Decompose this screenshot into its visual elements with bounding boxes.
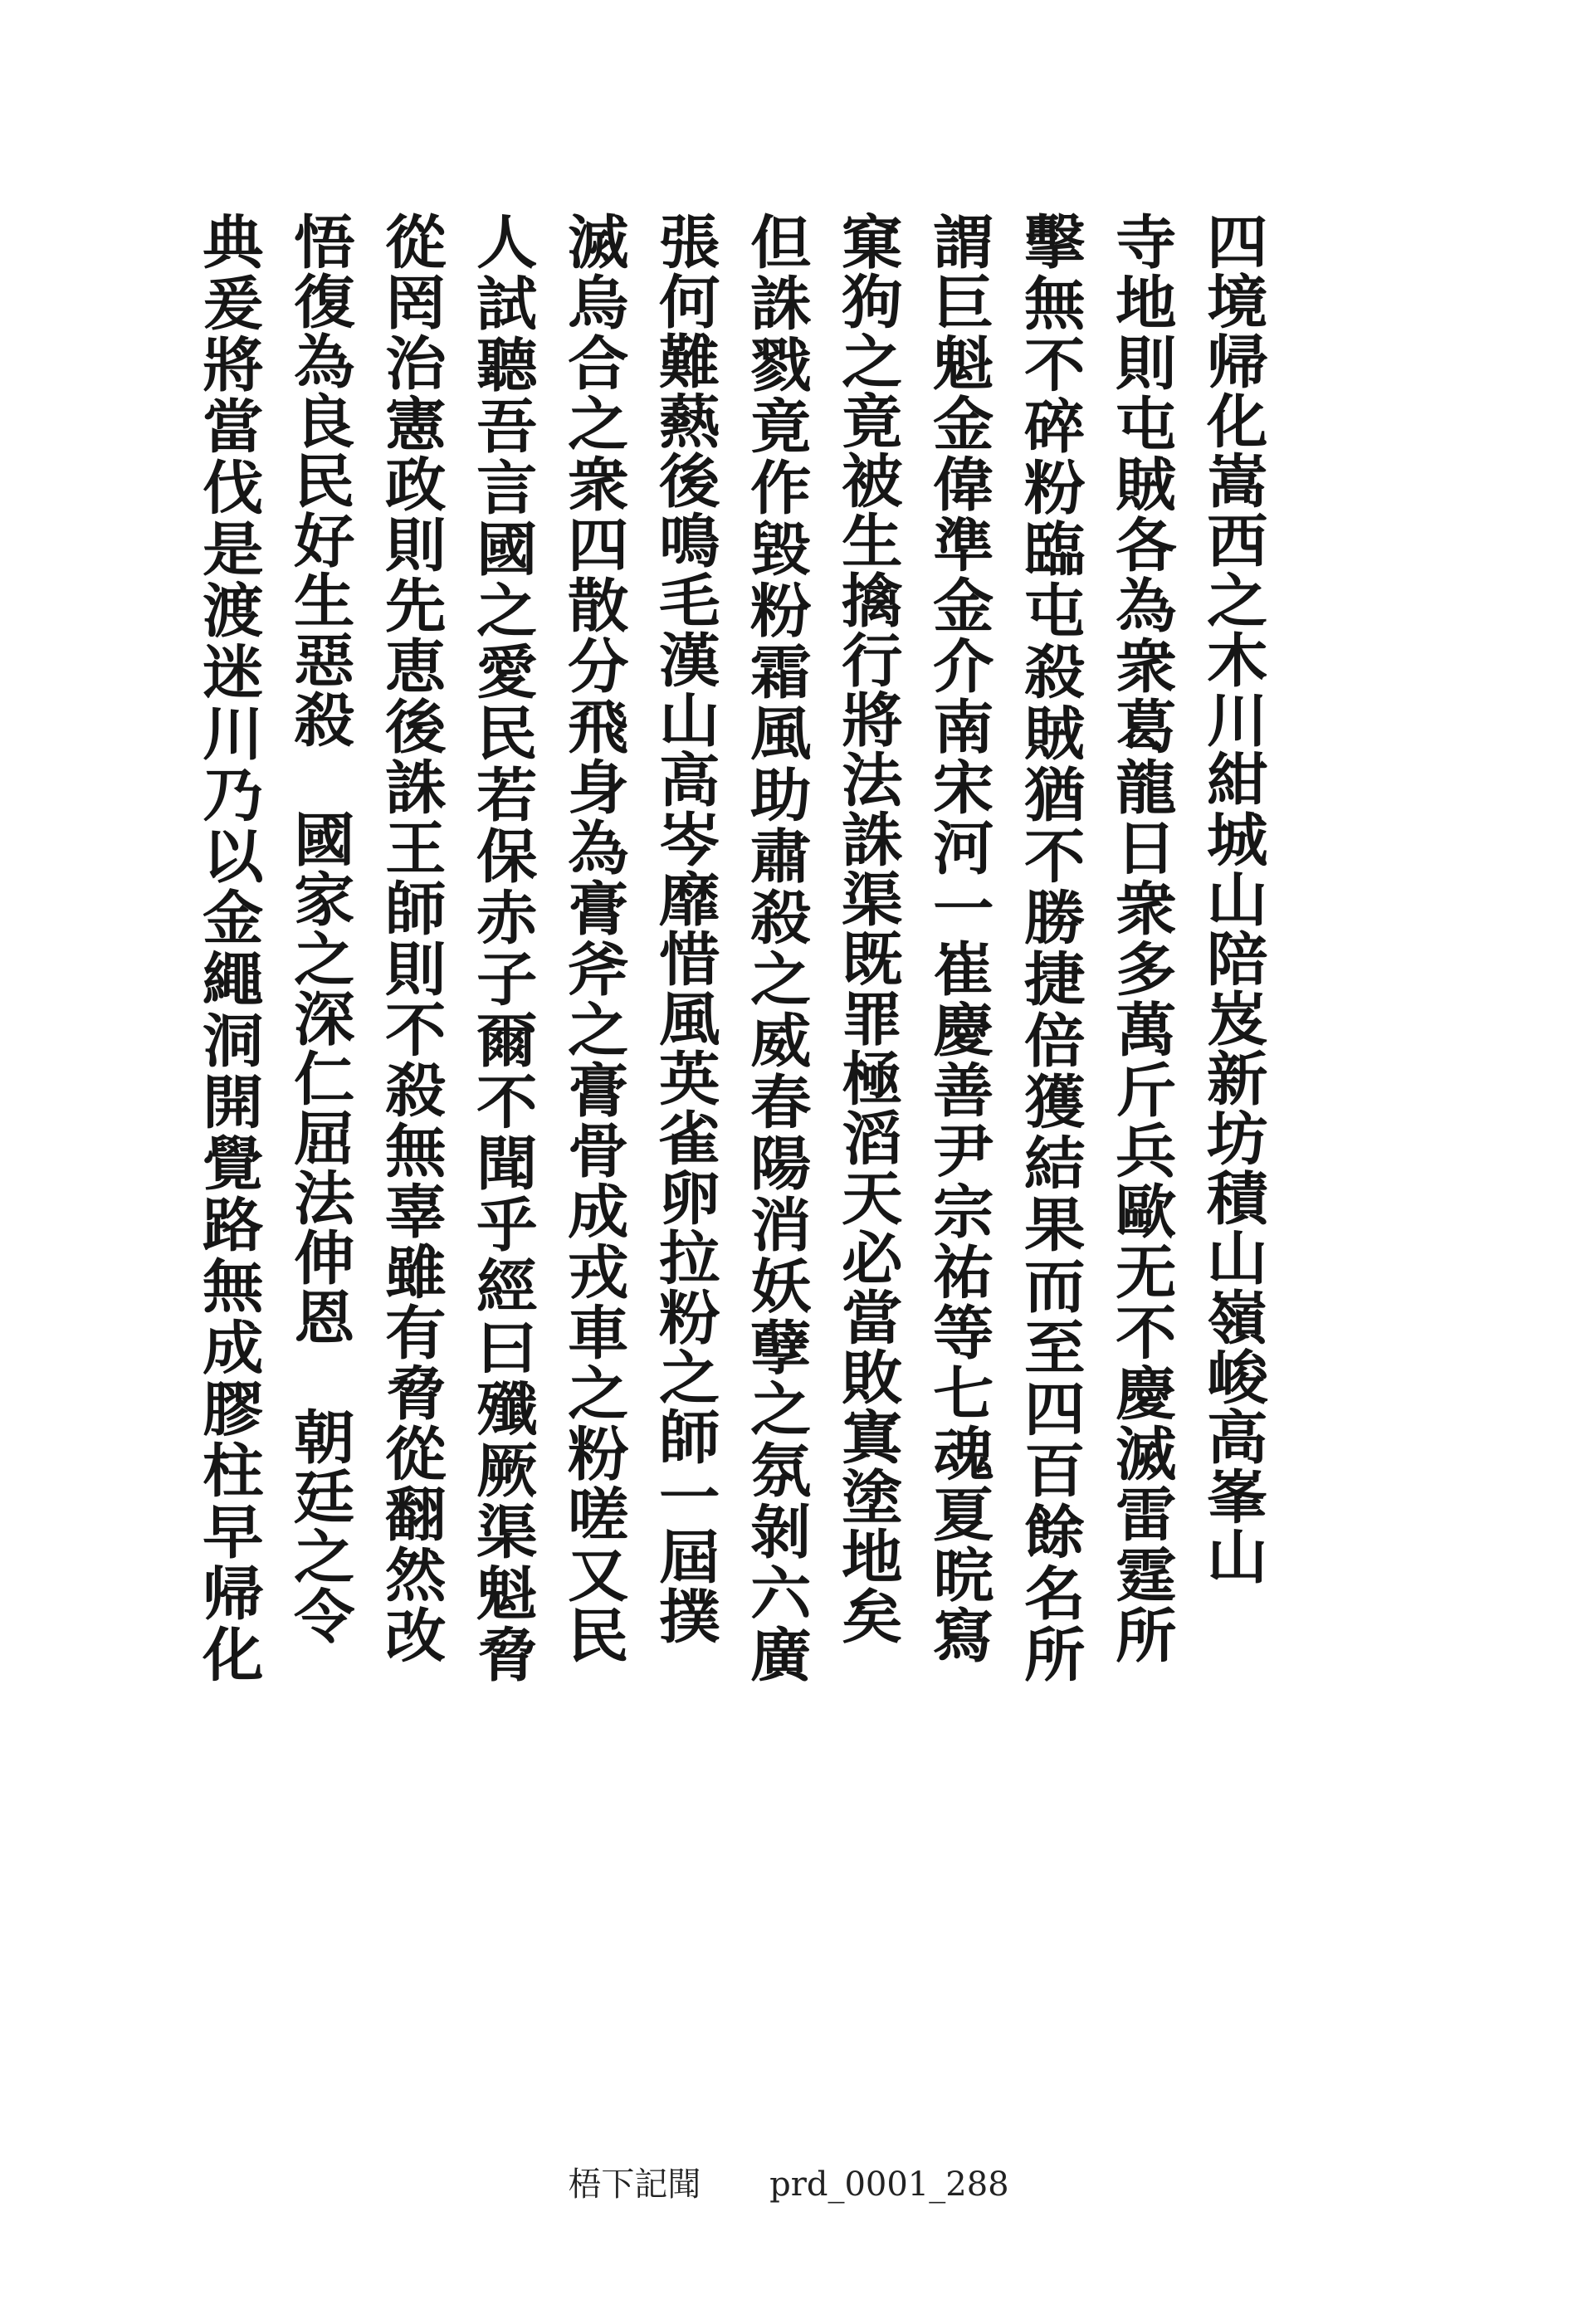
text-column-9	[456, 212, 548, 1855]
text-column-7	[639, 212, 730, 1855]
column-text: 張何難爇後鳴毛漢山高岑靡惜風英雀卵拉粉之師一屆撲	[648, 212, 722, 1646]
text-column-6	[730, 212, 822, 1855]
column-text: 典爰將當伐是渡迷川乃以金繩洞開覺路無成膠柱早帰化	[192, 212, 266, 1686]
column-text: 滅烏合之衆四散分飛身為膏斧之膏骨成戎車之粉嗟又民	[557, 212, 631, 1666]
column-text: 四境帰化嵩西之木川紺城山陪岌新坊積山嶺峻高峯山	[1196, 212, 1270, 1586]
text-column-5	[822, 212, 913, 1855]
text-column-11	[274, 212, 365, 1855]
column-text: 悟復為良民好生惡殺 國家之深仁屈法伸恩 朝廷之令	[283, 212, 357, 1646]
column-text: 窠狗之竟被生擒行將法誅渠既罪極滔天必當敗寘塗地矣	[831, 212, 905, 1646]
column-text: 但誅戮竟作毀粉霜風助肅殺之威春陽消妖孽之氛剝六廣	[740, 212, 813, 1686]
manuscript-text-block	[183, 212, 1278, 1855]
text-column-2	[1096, 212, 1187, 1855]
text-column-3	[1004, 212, 1096, 1855]
column-text: 擊無不碎粉臨屯殺賊猶不勝捷倍獲結果而至四百餘名所	[1013, 212, 1087, 1686]
text-column-12	[183, 212, 274, 1855]
column-text: 寺地則屯賊各為衆葛龍日衆多萬斤兵歐无不慶滅雷霆所	[1105, 212, 1179, 1666]
text-column-10	[365, 212, 456, 1855]
column-text: 謂巨魁金偉準金介南宋河一崔慶善尹宗祐等七魂夏晥寫	[922, 212, 996, 1666]
page-footer	[0, 2158, 1577, 2205]
column-text: 從罔治憲政則先恵後誅王師則不殺無辜雖有脅從翻然改	[374, 212, 448, 1666]
text-column-1	[1187, 212, 1278, 1855]
text-column-8	[548, 212, 639, 1855]
page-identifier: prd_0001_288	[769, 2165, 1009, 2204]
book-title: 梧下記聞	[568, 2165, 701, 2204]
text-column-4	[913, 212, 1004, 1855]
column-text: 人試聽吾言國之愛民若保赤子爾不聞乎經曰殲厥渠魁脅	[466, 212, 540, 1686]
